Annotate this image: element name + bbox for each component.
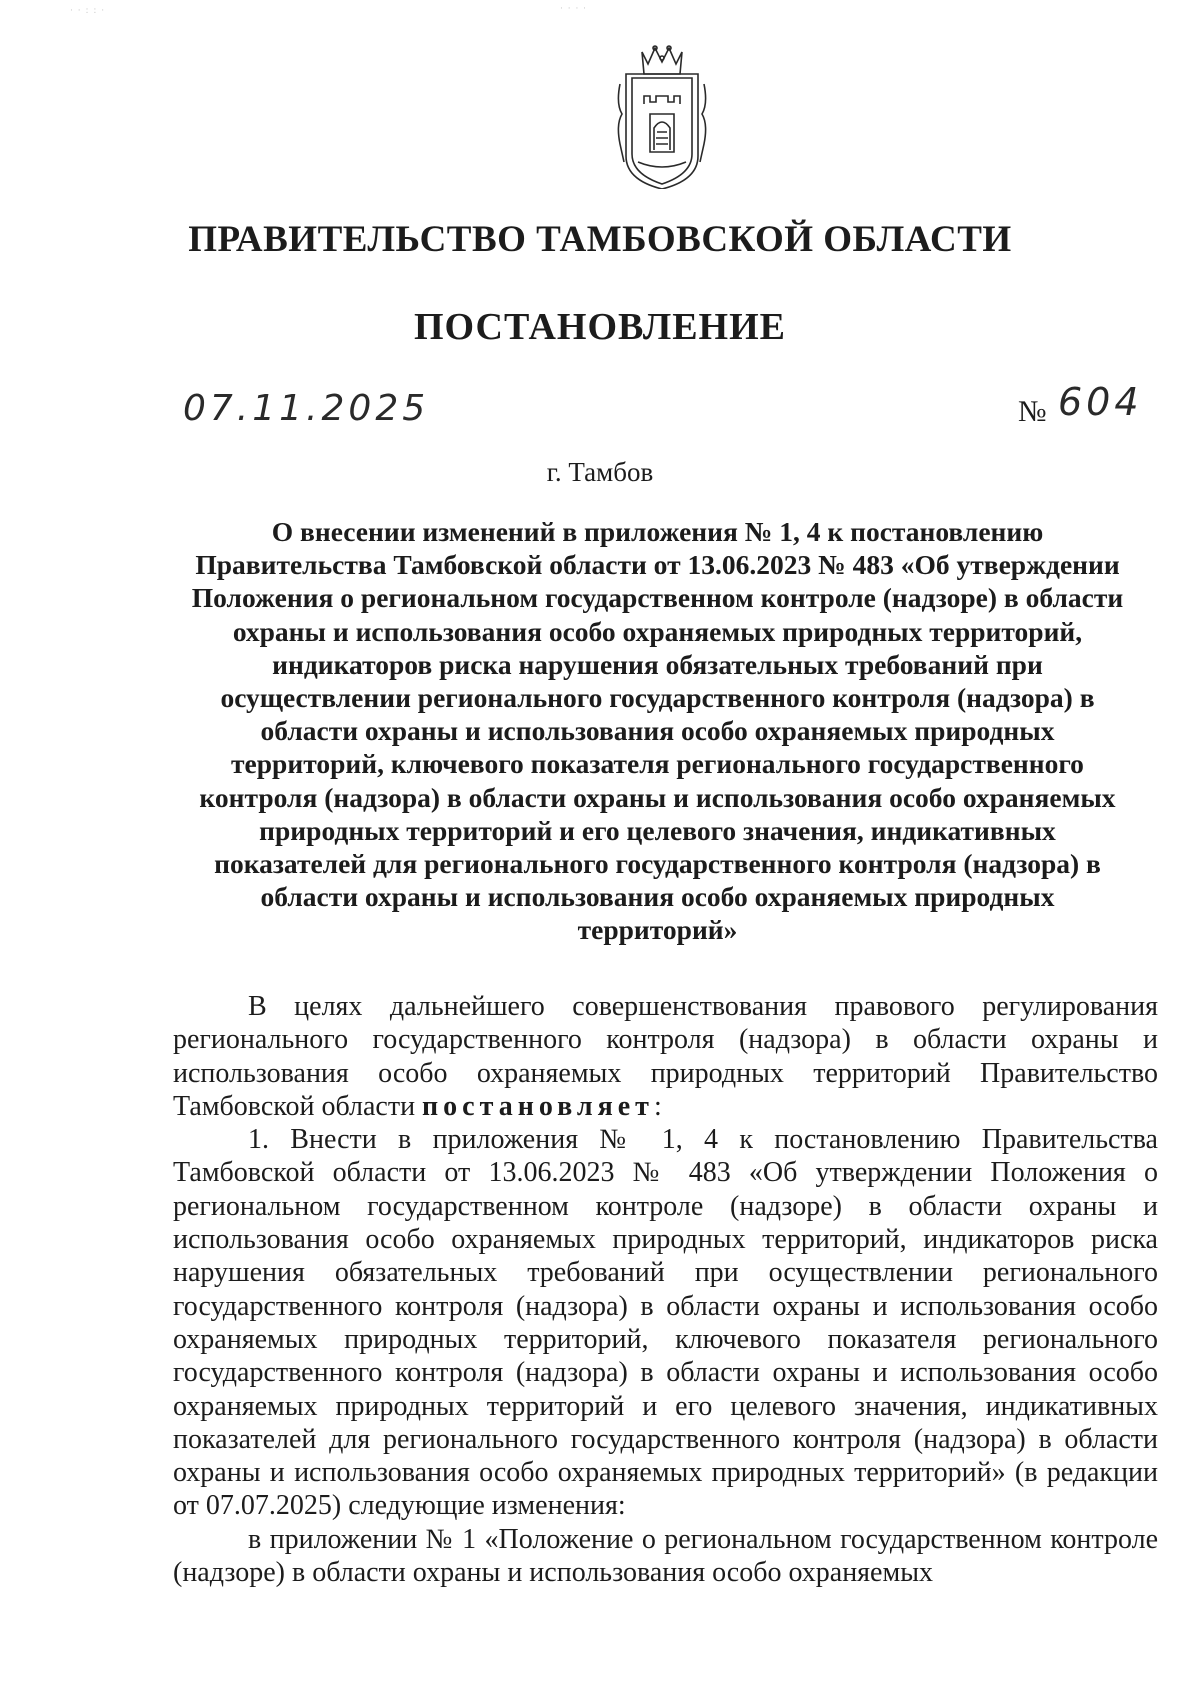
- heading-line: О внесении изменений в приложения № 1, 4 к постановлению: [271, 516, 1044, 547]
- clause-1-paragraph: 1. Внести в приложения № 1, 4 к постановлению Правительства Тамбовской области от 13.06.2023 № 483 «Об утверждении Положения о региональном государственном контроле (надзоре) в области охраны и использования особо охраняемых природных территорий, индикаторов риска нарушения обязательных требований при осуществлении регионального государственного контроля (надзора) в области охраны и использования особо охраняемых природных территорий, ключевого показателя регионального государственного контроля (надзора) в области охраны и использования особо охраняемых природных территорий и его целевого значения, индикативных показателей для регионального государственного контроля (надзора) в области охраны и использования особо охраняемых природных территорий» (в редакции от 07.07.2025) следующие изменения:: [173, 1124, 1158, 1522]
- preamble-paragraph: [173, 990, 1158, 1123]
- city-line: г. Тамбов: [546, 457, 654, 487]
- heading-line: области охраны и использования особо охраняемых природных: [260, 715, 1055, 747]
- preamble-text: В целях дальнейшего совершенствования правового регулирования регионального государственного контроля (надзора) в области охраны и использования особо охраняемых природных территорий Правительство Тамбовской области: [173, 991, 1158, 1122]
- heading-line: осуществлении регионального государственного контроля (надзора) в: [220, 682, 1095, 714]
- number-label: №: [1018, 395, 1047, 428]
- tambov-coat-of-arms-icon: [612, 44, 712, 189]
- heading-line: показателей для регионального государственного контроля (надзора) в: [214, 848, 1101, 880]
- heading-line: индикаторов риска нарушения обязательных требований при: [272, 648, 1043, 680]
- handwritten-date: 07.11.2025: [183, 388, 430, 429]
- resolves-keyword: постановляет: [422, 1090, 654, 1122]
- handwritten-number: 604: [1058, 380, 1143, 424]
- scan-artifact: · · : : ·: [70, 6, 106, 16]
- scan-artifact: · · · ·: [560, 4, 588, 14]
- preamble-colon: :: [653, 1090, 662, 1122]
- heading-line: территорий, ключевого показателя регионального государственного: [231, 748, 1084, 780]
- heading-line: Положения о региональном государственном контроле (надзоре) в области: [191, 582, 1124, 614]
- heading-line: области охраны и использования особо охраняемых природных: [260, 881, 1055, 913]
- heading-line: Правительства Тамбовской области от 13.06.2023 № 483 «Об утверждении: [195, 549, 1120, 581]
- heading-line: территорий»: [577, 914, 738, 946]
- document-body: [173, 990, 1158, 1589]
- document-heading: [170, 515, 1145, 947]
- heading-line: контроля (надзора) в области охраны и использования особо охраняемых: [199, 781, 1116, 813]
- heading-line: природных территорий и его целевого значения, индикативных: [259, 814, 1056, 846]
- clause-1-subparagraph: в приложении № 1 «Положение о региональном государственном контроле (надзоре) в области охраны и использования особо охраняемых: [173, 1523, 1158, 1589]
- document-type: ПОСТАНОВЛЕНИЕ: [413, 306, 787, 348]
- heading-line: охраны и использования особо охраняемых природных территорий,: [232, 615, 1083, 647]
- organization-title: ПРАВИТЕЛЬСТВО ТАМБОВСКОЙ ОБЛАСТИ: [188, 219, 1012, 260]
